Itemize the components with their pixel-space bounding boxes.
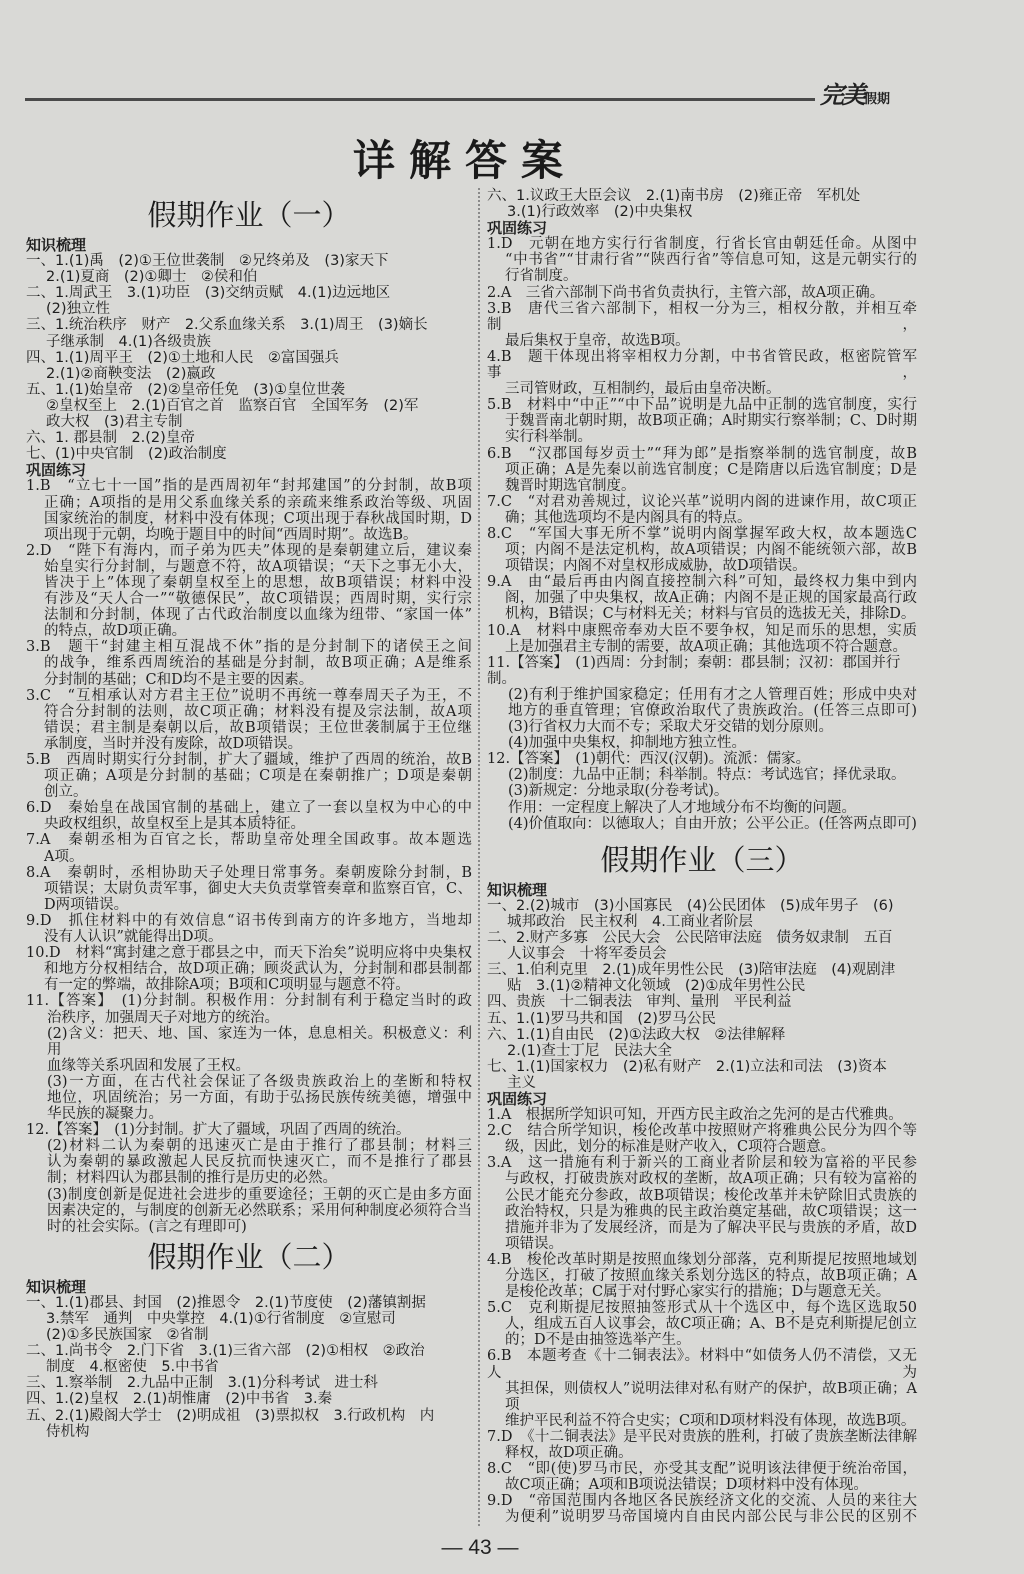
- text-line: 国家统治的制度，材料中没有体现；C项出现于春秋战国时期，D: [44, 510, 472, 527]
- text-line: 3.B 唐代三省六部制下，相权一分为三，相权分散，并相互牵制，: [487, 300, 917, 333]
- text-line: 项正确；A项是分封制的基础；C项是在秦朝推广；D项是秦朝: [44, 768, 472, 785]
- section-homework-2-part2: [487, 188, 917, 832]
- subsection-heading: 巩固练习: [26, 461, 87, 480]
- subsection-heading: 巩固练习: [487, 219, 548, 238]
- text-line: 1.D 元朝在地方实行行省制度，行省长官由朝廷任命。从图中: [487, 236, 917, 253]
- knowledge-item: [26, 1295, 472, 1343]
- answer-item: [487, 1493, 917, 1525]
- text-line: 一、1.(1)禹 (2)①王位世袭制 ②兄终弟及 (3)家天下: [26, 253, 389, 270]
- text-line: 2.A 三省六部制下尚书省负责执行，主管六部，故A项正确。: [487, 284, 885, 301]
- text-line: 1.B “立七十一国”指的是西周初年“封邦建国”的分封制，故B项: [26, 478, 472, 495]
- text-line: 作用：一定程度上解决了人才地域分布不均衡的问题。: [508, 799, 856, 816]
- text-line: 贴 3.(1)②精神文化领域 (2)①成年男性公民: [507, 978, 806, 995]
- knowledge-item: [26, 285, 472, 317]
- text-line: 错误；君主制是秦朝以后，故B项错误；王位世袭制属于王位继: [44, 719, 472, 736]
- text-line: 五、1.(1)始皇帝 (2)②皇帝任免 (3)①皇位世袭: [26, 381, 345, 398]
- answer-item: [487, 1429, 917, 1461]
- text-line: 创立。: [44, 784, 88, 801]
- text-line: 五、2.(1)殿阁大学士 (2)明成祖 (3)票拟权 3.行政机构 内: [26, 1407, 435, 1424]
- text-line: 三司管财政，互相制约，最后由皇帝决断。: [505, 381, 781, 398]
- text-line: 法制和分封制，体现了古代政治制度以血缘为纽带、“家国一体”: [44, 607, 472, 624]
- text-line: 9.A 由“最后再由内阁直接控制六科”可知，最终权力集中到内: [487, 574, 917, 591]
- subsection-heading: 知识梳理: [26, 1277, 87, 1296]
- text-line: 最后集权于皇帝，故选B项。: [505, 332, 690, 349]
- text-line: 侍机构: [46, 1423, 90, 1440]
- knowledge-item: [26, 350, 472, 382]
- right-column: [487, 188, 917, 1526]
- knowledge-item: [487, 188, 917, 220]
- answer-item: [487, 1107, 917, 1123]
- page-title: 详解答案: [352, 136, 577, 185]
- text-line: 3.B 题干“封建主相互混战不休”指的是分封制下的诸侯王之间: [26, 639, 472, 656]
- answer-item: [487, 397, 917, 445]
- text-line: 与政权，打破贵族对政权的垄断，故A项正确；只有较为富裕的: [505, 1171, 917, 1188]
- knowledge-item: [26, 1391, 472, 1407]
- text-line: 时的社会实际。(言之有理即可): [47, 1218, 247, 1235]
- answer-item: [26, 832, 472, 864]
- text-line: 一、2.(2)城市 (3)小国寡民 (4)公民团体 (5)成年男子 (6): [487, 897, 894, 914]
- text-line: 地位，巩固统治；另一方面，有助于弘扬民族传统美德，增强中: [47, 1089, 472, 1106]
- text-line: 4.B 梭伦改革时期是按照血缘划分部落，克利斯提尼按照地域划: [487, 1251, 917, 1268]
- text-line: (3)制度创新是促进社会进步的重要途径；王朝的灭亡是由多方面: [47, 1186, 472, 1203]
- text-line: (2)有利于维护国家稳定；任用有才之人管理百姓；形成中央对: [508, 686, 917, 703]
- text-line: 项；内阁不是法定机构，故A项错误；内阁不能统领六部，故B: [505, 542, 917, 559]
- knowledge-item: [487, 898, 917, 930]
- text-line: 级，因此，划分的标准是财产收入，C项符合题意。: [505, 1139, 836, 1156]
- text-line: 分封制的基础；C和D均不是主要的因素。: [44, 671, 314, 688]
- text-line: 3.C “互相承认对方君主王位”说明不再统一尊奉周天子为王，不: [26, 687, 472, 704]
- text-line: 一、1.(1)郡县、封国 (2)推恩令 2.(1)节度使 (2)藩镇割据: [26, 1294, 426, 1311]
- text-line: 正确；A项指的是用父系血缘关系的亲疏来维系政治等级、巩固: [44, 494, 472, 511]
- answer-item: [487, 655, 917, 752]
- knowledge-item: [26, 317, 472, 349]
- answer-item: [487, 349, 917, 397]
- logo-text-main: 完美: [820, 81, 864, 109]
- text-line: 的战争，维系西周统治的基础是分封制，故B项正确；A是维系: [44, 655, 472, 672]
- text-line: 5.B 西周时期实行分封制，扩大了疆域，维护了西周的统治，故B: [26, 752, 472, 768]
- text-line: 政大权 (3)君主专制: [46, 414, 183, 431]
- text-line: 阁，加强了中央集权，故A正确；内阁不是正规的国家最高行政: [505, 590, 917, 607]
- text-line: 的特点，故D项正确。: [44, 623, 187, 640]
- text-line: 主义: [507, 1074, 536, 1091]
- section-title: 假期作业（一）: [147, 198, 351, 232]
- text-line: 治秩序，加强周天子对地方的统治。: [47, 1009, 279, 1026]
- text-line: 政治特权，只是为雅典的民主政治奠定基础，故C项错误；这一: [505, 1203, 917, 1220]
- text-line: 措施并非为了发展经济，而是为了解决平民与贵族的矛盾，故D: [505, 1219, 917, 1236]
- text-line: 5.C 克利斯提尼按照抽签形式从十个选区中，每个选区选取50: [487, 1300, 917, 1317]
- text-line: 制；材料四认为郡县制的推行是历史的必然。: [47, 1170, 337, 1187]
- text-line: 6.B 本题考查《十二铜表法》。材料中“如债务人仍不清偿，又无人为: [487, 1348, 917, 1381]
- text-line: 9.D 抓住材料中的有效信息“诏书传到南方的许多地方，当地却: [26, 912, 472, 929]
- answer-item: [487, 236, 917, 284]
- knowledge-item: [26, 1408, 472, 1440]
- text-line: 是梭伦改革；C属于对付野心家实行的措施；D与题意无关。: [505, 1284, 891, 1301]
- text-line: 六、1.议政王大臣会议 2.(1)南书房 (2)雍正帝 军机处: [487, 188, 861, 204]
- answer-item: [26, 865, 472, 913]
- text-line: 7.C “对君劝善规过，议论兴革”说明内阁的进谏作用，故C项正: [487, 493, 917, 510]
- text-line: 因素决定的，与制度的创新无必然联系；采用何种制度必须符合当: [47, 1202, 472, 1219]
- text-line: 3.禁军 通判 中央掌控 4.(1)①行省制度 ②宣慰司: [46, 1311, 396, 1327]
- text-line: 二、2.财产多寡 公民大会 公民陪审法庭 债务奴隶制 五百: [487, 930, 893, 947]
- subsection-heading: 知识梳理: [26, 236, 87, 254]
- answer-item: [487, 1252, 917, 1300]
- answer-item: [26, 993, 472, 1122]
- text-line: 11.【答案】 (1)西周：分封制；秦朝：郡县制；汉初：郡国并行制。: [487, 654, 901, 687]
- text-line: 二、1.尚书令 2.门下省 3.(1)三省六部 (2)①相权 ②政治: [26, 1343, 425, 1360]
- text-line: 12.【答案】 (1)分封制。扩大了疆域，巩固了西周的统治。: [26, 1122, 411, 1139]
- answer-item: [26, 688, 472, 752]
- text-line: 五、1.(1)罗马共和国 (2)罗马公民: [487, 1010, 716, 1027]
- text-line: 12.【答案】 (1)朝代：西汉(汉朝)。流派：儒家。: [487, 751, 811, 768]
- section-homework-1: [26, 193, 472, 1235]
- text-line: 上是加强君主专制的需要，故A项正确；其他选项不符合题意。: [505, 638, 907, 655]
- answer-item: [26, 639, 472, 687]
- answer-item: [487, 574, 917, 622]
- logo-text-sub: 假期: [864, 92, 891, 107]
- text-line: 6.D 秦始皇在战国官制的基础上，建立了一套以皇权为中心的中: [26, 800, 472, 817]
- text-line: 维护平民利益不符合史实；C项和D项材料没有体现，故选B项。: [505, 1412, 916, 1429]
- text-line: 2.C 结合所学知识，梭伦改革中按照财产将雅典公民分为四个等: [487, 1123, 917, 1140]
- text-line: 其担保，则债权人”说明法律对私有财产的保护，故B项正确；A项: [505, 1380, 917, 1413]
- text-line: ②皇权至上 2.(1)百官之首 监察百官 全国军务 (2)军: [46, 397, 419, 414]
- answer-item: [487, 1300, 917, 1348]
- knowledge-item: [487, 1059, 917, 1091]
- text-line: (3)新规定：分地录取(分卷考试)。: [508, 783, 729, 800]
- text-line: 四、1.(2)皇权 2.(1)胡惟庸 (2)中书省 3.秦: [26, 1391, 333, 1408]
- answer-item: [487, 285, 917, 301]
- knowledge-item: [487, 1011, 917, 1027]
- answer-item: [487, 446, 917, 494]
- text-line: 制度 4.枢密使 5.中书省: [46, 1359, 219, 1376]
- text-line: 实行科举制。: [505, 429, 592, 446]
- text-line: 2.(1)②商鞅变法 (2)嬴政: [46, 365, 216, 382]
- left-column: [26, 193, 472, 1440]
- text-line: (2)含义：把天、地、国、家连为一体，息息相关。积极意义：利用: [47, 1025, 472, 1058]
- knowledge-item: [487, 930, 917, 962]
- section-homework-3: [487, 838, 917, 1526]
- text-line: 9.D “帝国范围内各地区各民族经济文化的交流、人员的来往大: [487, 1493, 917, 1510]
- answer-item: [487, 301, 917, 349]
- knowledge-item: [26, 1375, 472, 1391]
- answer-item: [26, 913, 472, 945]
- text-line: 认为秦朝的暴政激起人民反抗而快速灭亡，而不是推行了郡县: [47, 1154, 472, 1171]
- text-line: 于魏晋南北朝时期，故B项正确；A时期实行察举制；C、D时期: [505, 413, 917, 430]
- text-line: 六、1.(1)自由民 (2)①法政大权 ②法律解释: [487, 1026, 786, 1043]
- text-line: (2)①多民族国家 ②省制: [46, 1327, 209, 1344]
- text-line: 为便利”说明罗马帝国境内自由民内部公民与非公民的区别不: [505, 1509, 917, 1526]
- text-line: 有涉及“天人合一”“敬德保民”，故C项错误；西周时期，实行宗: [44, 591, 472, 608]
- subsection-heading: 知识梳理: [487, 880, 548, 899]
- knowledge-item: [26, 446, 472, 462]
- text-line: 确；其他选项均不是内阁具有的特点。: [505, 509, 752, 526]
- text-line: 项错误；内阁不对皇权形成威胁，故D项错误。: [505, 558, 807, 575]
- text-line: 释权，故D项正确。: [505, 1445, 633, 1462]
- text-line: (3)一方面，在古代社会保证了各级贵族政治上的垄断和特权: [47, 1073, 472, 1090]
- text-line: 有一定的弊端，故排除A项；B项和C项明显与题意不符。: [44, 977, 410, 994]
- text-line: 没有人认识”就能得出D项。: [44, 929, 223, 946]
- answer-item: [26, 945, 472, 993]
- text-line: 七、(1)中央官制 (2)政治制度: [26, 446, 227, 463]
- text-line: 6.B “汉郡国每岁贡士”“拜为郎”是指察举制的选官制度，故B: [487, 445, 917, 462]
- answer-item: [487, 1123, 917, 1155]
- knowledge-item: [487, 994, 917, 1010]
- text-line: 2.D “陛下有海内，而子弟为匹夫”体现的是秦朝建立后，建议秦: [26, 542, 472, 559]
- text-line: 三、1.伯利克里 2.(1)成年男性公民 (3)陪审法庭 (4)观剧津: [487, 962, 896, 979]
- page-number: — 43 —: [441, 1536, 519, 1559]
- text-line: 2.(1)查士丁尼 民法大全: [507, 1042, 672, 1059]
- text-line: A项。: [44, 848, 84, 865]
- answer-item: [487, 526, 917, 574]
- knowledge-item: [487, 1027, 917, 1059]
- text-line: 10.D 材料“寓封建之意于郡县之中，而天下治矣”说明应将中央集权: [26, 945, 472, 962]
- text-line: (2)材料二认为秦朝的迅速灭亡是由于推行了郡县制；材料三: [47, 1138, 472, 1155]
- section-title: 假期作业（三）: [600, 842, 804, 877]
- text-line: (4)价值取向：以德取人；自由开放；公平公正。(任答两点即可): [508, 815, 917, 832]
- text-line: 11.【答案】 (1)分封制。积极作用：分封制有利于稳定当时的政: [26, 993, 472, 1010]
- text-line: 三、1.察举制 2.九品中正制 3.(1)分科考试 进士科: [26, 1375, 379, 1392]
- knowledge-item: [26, 382, 472, 430]
- text-line: 血缘等关系巩固和发展了王权。: [47, 1057, 250, 1074]
- answer-item: [487, 1348, 917, 1428]
- text-line: 8.C “即(使)罗马市民，亦受其支配”说明该法律便于统治帝国，: [487, 1461, 917, 1478]
- text-line: D两项错误。: [44, 896, 129, 913]
- text-line: (4)加强中央集权，抑制地方独立性。: [508, 735, 747, 752]
- text-line: 1.A 根据所学知识可知，开西方民主政治之先河的是古代雅典。: [487, 1107, 903, 1124]
- text-line: 始皇实行分封制，与题意不符，故A项错误；“天下之事无小大，: [44, 558, 472, 575]
- knowledge-item: [26, 253, 472, 285]
- text-line: 城邦政治 民主权利 4.工商业者阶层: [507, 913, 753, 930]
- text-line: 2.(1)夏商 (2)①卿士 ②侯和伯: [46, 269, 258, 286]
- text-line: 四、1.(1)周平王 (2)①土地和人民 ②富国强兵: [26, 349, 339, 366]
- answer-item: [487, 751, 917, 831]
- text-line: 和地方分权相结合，故D项正确；顾炎武认为，分封制和郡县制都: [44, 961, 472, 978]
- text-line: 10.A 材料中康熙帝奉劝大臣不要争权，知足而乐的思想，实质: [487, 622, 917, 639]
- text-line: 人，组成五百人议事会，故C项正确；A、B不是克利斯提尼创立: [505, 1316, 917, 1333]
- text-line: 3.A 这一措施有利于新兴的工商业者阶层和较为富裕的平民参: [487, 1155, 917, 1172]
- text-line: 5.B 材料中“中正”“中下品”说明是九品中正制的选官制度，实行: [487, 397, 917, 414]
- text-line: 公民才能充分参政，故B项错误；梭伦改革并未铲除旧式贵族的: [505, 1187, 917, 1204]
- text-line: 分选区，打破了按照血缘关系划分选区的特点，故B项正确；A: [505, 1268, 917, 1284]
- text-line: “中书省”“甘肃行省”“陕西行省”等信息可知，这是元朝实行的: [505, 252, 917, 269]
- knowledge-item: [26, 1343, 472, 1375]
- text-line: 的；D不是由抽签选举产生。: [505, 1332, 691, 1349]
- text-line: 行省制度。: [505, 268, 578, 285]
- subsection-heading: 巩固练习: [487, 1089, 548, 1108]
- header-rule: [25, 98, 815, 101]
- answer-item: [26, 543, 472, 640]
- answer-item: [26, 1122, 472, 1235]
- text-line: 六、1. 郡县制 2.(2)皇帝: [26, 430, 195, 447]
- text-line: 四、贵族 十二铜表法 审判、量刑 平民利益: [487, 994, 792, 1011]
- knowledge-item: [487, 962, 917, 994]
- section-homework-2-part1: [26, 1235, 472, 1440]
- text-line: 子继承制 4.(1)各级贵族: [46, 333, 211, 350]
- answer-item: [487, 1155, 917, 1252]
- text-line: 央政权组织，故皇权至上是其本质特征。: [44, 816, 305, 833]
- text-line: 项正确；A是先秦以前选官制度；C是隋唐以后选官制度；D是: [505, 461, 917, 478]
- text-line: 地方的垂直管理；官僚政治取代了贵族政治。(任答三点即可): [508, 703, 917, 719]
- answer-item: [487, 623, 917, 655]
- text-line: 魏晋时期选官制度。: [505, 477, 636, 494]
- text-line: 二、1.周武王 3.(1)功臣 (3)交纳贡赋 4.(1)边远地区: [26, 285, 391, 302]
- answer-item: [26, 478, 472, 542]
- answer-item: [26, 752, 472, 800]
- text-line: 人议事会 十将军委员会: [507, 946, 667, 963]
- column-divider: [478, 188, 480, 1526]
- text-line: (2)独立性: [46, 301, 111, 318]
- text-line: 项错误；太尉负责军事，御史大夫负责掌管奏章和监察百官，C、: [44, 880, 472, 897]
- text-line: 项出现于元朝，均晚于题目中的时间“西周时期”。故选B。: [44, 526, 418, 543]
- text-line: 3.(1)行政效率 (2)中央集权: [507, 204, 693, 221]
- answer-item: [26, 800, 472, 832]
- text-line: 8.A 秦朝时，丞相协助天子处理日常事务。秦朝废除分封制，B: [26, 864, 472, 881]
- text-line: 承制度，当时并没有废除，故D项错误。: [44, 735, 303, 752]
- brand-logo: [820, 80, 890, 115]
- text-line: 4.B 题干体现出将宰相权力分割，中书省管民政，枢密院管军事，: [487, 348, 917, 382]
- text-line: 项错误。: [505, 1235, 563, 1252]
- text-line: 8.C “军国大事无所不掌”说明内阁掌握军政大权，故本题选C: [487, 525, 917, 542]
- text-line: 机构，B错误；C与材料无关；材料与官员的选拔无关，排除D。: [505, 606, 916, 623]
- text-line: 三、1.统治秩序 财产 2.父系血缘关系 3.(1)周王 (3)嫡长: [26, 317, 428, 334]
- text-line: 华民族的凝聚力。: [47, 1106, 163, 1123]
- text-line: 故C项正确；A项和B项说法错误；D项材料中没有体现。: [505, 1477, 868, 1494]
- text-line: 符合分封制的法则，故C项正确；材料没有提及宗法制，故A项: [44, 703, 472, 720]
- knowledge-item: [26, 430, 472, 446]
- answer-item: [487, 1461, 917, 1493]
- text-line: (3)行省权力大而不专；采取犬牙交错的划分原则。: [508, 719, 834, 736]
- text-line: 7.D 《十二铜表法》是平民对贵族的胜利，打破了贵族垄断法律解: [487, 1428, 917, 1445]
- answer-item: [487, 494, 917, 526]
- text-line: 7.A 秦朝丞相为百官之长，帮助皇帝处理全国政事。故本题选: [26, 832, 472, 849]
- text-line: (2)制度：九品中正制；科举制。特点：考试选官；择优录取。: [508, 767, 906, 784]
- text-line: 皆决于上”体现了秦朝皇权至上的思想，故B项错误；材料中没: [44, 574, 472, 591]
- text-line: 七、1.(1)国家权力 (2)私有财产 2.(1)立法和司法 (3)资本: [487, 1058, 887, 1075]
- section-title: 假期作业（二）: [147, 1239, 351, 1274]
